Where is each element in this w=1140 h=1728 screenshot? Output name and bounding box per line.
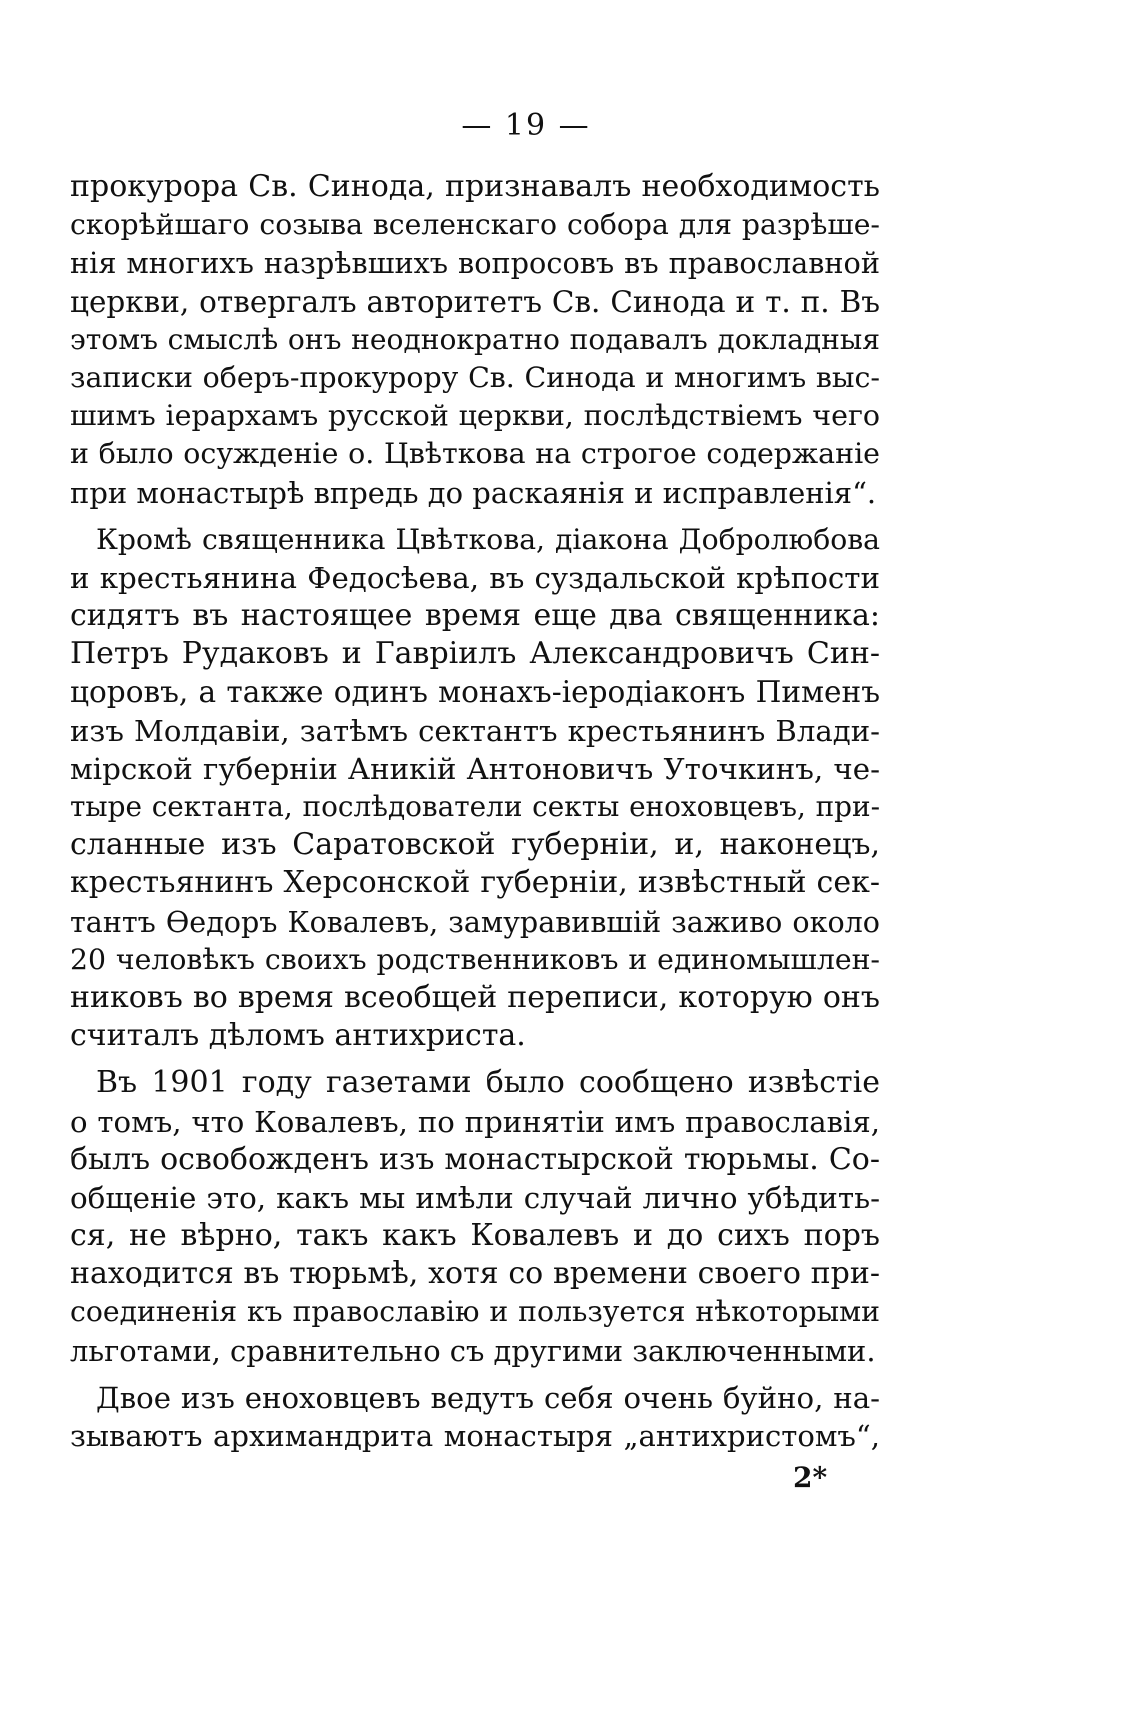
text-line: и крестьянина Федосѣева, въ суздальской крѣпости (70, 560, 880, 595)
paragraph (70, 1064, 880, 1370)
text-line: крестьянинъ Херсонской губерніи, извѣстный сек- (70, 865, 880, 901)
text-line: этомъ смыслѣ онъ неоднократно подавалъ докладныя (70, 322, 880, 356)
text-line: и было осужденіе о. Цвѣткова на строгое содержаніе (70, 437, 880, 471)
text-line: льготами, сравнительно съ другими заключенными. (70, 1333, 876, 1368)
text-line: Двое изъ еноховцевъ ведутъ себя очень буйно, на- (96, 1380, 880, 1415)
text-line: мірской губерніи Аникій Антоновичъ Уточкинъ, че- (70, 751, 880, 786)
text-line: записки оберъ-прокурору Св. Синода и многимъ выс- (70, 360, 880, 394)
text-line: церкви, отвергалъ авторитетъ Св. Синода и т. п. Въ (70, 284, 880, 319)
text-line: соединенія къ православію и пользуется нѣкоторыми (70, 1295, 880, 1329)
text-line: Петръ Рудаковъ и Гавріилъ Александровичъ Син- (70, 636, 880, 672)
page-number: — 19 — (461, 108, 591, 143)
text-line: нія многихъ назрѣвшихъ вопросовъ въ православной (70, 246, 880, 281)
text-line: находится въ тюрьмѣ, хотя со времени своего при- (70, 1256, 880, 1292)
body-text (70, 168, 880, 1464)
text-line: о томъ, что Ковалевъ, по принятіи имъ православія, (70, 1104, 880, 1139)
text-line: Кромѣ священника Цвѣткова, діакона Добролюбова (96, 522, 880, 556)
text-line: шимъ іерархамъ русской церкви, послѣдствіемъ чего (70, 399, 880, 433)
text-line: сидятъ въ настоящее время еще два священника: (70, 598, 880, 634)
text-line: общеніе это, какъ мы имѣли случай лично убѣдить- (70, 1180, 880, 1215)
signature-mark: 2* (793, 1461, 828, 1494)
text-line: цоровъ, а также одинъ монахъ-іеродіаконъ Пименъ (70, 675, 880, 710)
text-line: тыре сектанта, послѣдователи секты еноховцевъ, при- (70, 790, 880, 823)
paragraph (70, 521, 880, 1056)
text-line: считалъ дѣломъ антихриста. (70, 1018, 526, 1054)
text-line: изъ Молдавіи, затѣмъ сектантъ крестьянинъ Влади- (70, 713, 880, 748)
text-line: 20 человѣкъ своихъ родственниковъ и единомышлен- (70, 942, 880, 976)
text-line: тантъ Ѳедоръ Ковалевъ, замуравившій заживо около (70, 904, 880, 939)
text-line: сланные изъ Саратовской губерніи, и, наконецъ, (70, 827, 880, 863)
text-line: былъ освобожденъ изъ монастырской тюрьмы. Со- (70, 1141, 880, 1177)
text-line: зываютъ архимандрита монастыря „антихристомъ“, (70, 1419, 880, 1453)
text-line: никовъ во время всеобщей переписи, которую онъ (70, 979, 880, 1015)
text-line: ся, не вѣрно, такъ какъ Ковалевъ и до сихъ поръ (70, 1218, 880, 1254)
text-line: Въ 1901 году газетами было сообщено извѣстіе (96, 1065, 880, 1101)
text-line: скорѣйшаго созыва вселенскаго собора для разрѣше- (70, 208, 880, 242)
text-line: при монастырѣ впредь до раскаянія и исправленія“. (70, 475, 877, 510)
paragraph (70, 1379, 880, 1455)
text-line: прокурора Св. Синода, признавалъ необходимость (70, 169, 880, 204)
paragraph (70, 168, 880, 512)
